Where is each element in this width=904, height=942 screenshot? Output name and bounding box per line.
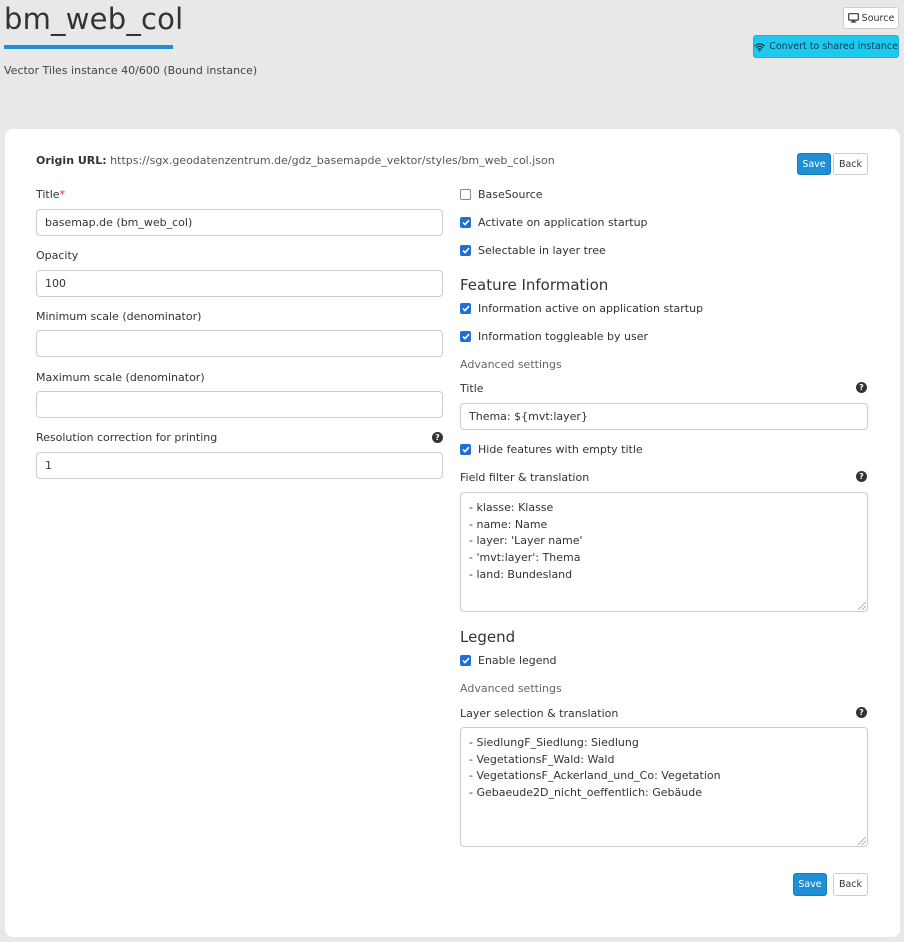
selectable-label: Selectable in layer tree (478, 244, 606, 257)
resolution-input[interactable]: 1 (36, 452, 443, 479)
title-label-text: Title (36, 188, 60, 201)
resolution-help-icon[interactable]: ? (432, 432, 443, 443)
textarea-line: - VegetationsF_Wald: Wald (469, 752, 615, 766)
info-active-checkbox[interactable] (460, 303, 471, 314)
hide-empty-checkbox-row[interactable] (460, 443, 643, 456)
field-filter-textarea[interactable] (460, 492, 868, 612)
info-active-label: Information active on application startup (478, 302, 704, 315)
basesource-label: BaseSource (478, 188, 543, 201)
field-filter-label: Field filter & translation (460, 471, 590, 484)
selectable-checkbox-row[interactable] (460, 244, 606, 257)
textarea-line: - Gebaeude2D_nicht_oeffentlich: Gebäude (469, 786, 702, 800)
check-icon (462, 247, 470, 254)
info-toggle-checkbox-row[interactable] (460, 330, 648, 343)
selectable-checkbox[interactable] (460, 245, 471, 256)
textarea-line: - 'mvt:layer': Thema (469, 551, 581, 565)
monitor-icon (848, 13, 859, 23)
textarea-line: - land: Bundesland (469, 567, 573, 581)
wifi-icon (754, 42, 765, 52)
info-toggle-label: Information toggleable by user (478, 330, 649, 343)
activate-startup-checkbox-row[interactable] (460, 216, 648, 229)
check-icon (462, 219, 470, 226)
page-title: bm_web_col (4, 2, 184, 36)
feature-title-label: Title (460, 382, 484, 395)
enable-legend-checkbox[interactable] (460, 655, 471, 666)
enable-legend-label: Enable legend (478, 654, 557, 667)
origin-url-label: Origin URL: (36, 154, 107, 167)
save-button-top[interactable]: Save (797, 153, 831, 175)
back-button-bottom[interactable]: Back (833, 873, 868, 896)
feature-title-help-icon[interactable]: ? (856, 382, 867, 393)
convert-shared-button[interactable] (753, 35, 899, 58)
origin-url-value: https://sgx.geodatenzentrum.de/gdz_basemapde_vektor/styles/bm_web_col.json (110, 154, 555, 167)
textarea-line: - klasse: Klasse (469, 501, 554, 514)
layer-selection-help-icon[interactable]: ? (856, 707, 867, 718)
max-scale-label: Maximum scale (denominator) (36, 371, 205, 384)
min-scale-label: Minimum scale (denominator) (36, 310, 202, 323)
feature-title-input[interactable]: Thema: ${mvt:layer} (460, 403, 868, 430)
check-icon (462, 446, 470, 453)
field-filter-help-icon[interactable]: ? (856, 471, 867, 482)
title-input[interactable]: basemap.de (bm_web_col) (36, 209, 443, 236)
textarea-line: - SiedlungF_Siedlung: Siedlung (469, 736, 639, 749)
info-active-checkbox-row[interactable] (460, 302, 703, 315)
layer-selection-label: Layer selection & translation (460, 707, 619, 720)
check-icon (462, 333, 470, 340)
textarea-line: - name: Name (469, 517, 548, 531)
activate-startup-checkbox[interactable] (460, 217, 471, 228)
resize-grip-icon[interactable] (858, 602, 866, 610)
textarea-line: - layer: 'Layer name' (469, 534, 583, 548)
max-scale-input[interactable] (36, 391, 443, 418)
title-label (36, 188, 65, 201)
resolution-label: Resolution correction for printing (36, 431, 218, 444)
source-button[interactable] (843, 7, 899, 29)
back-button-top[interactable]: Back (833, 153, 868, 175)
opacity-label: Opacity (36, 249, 79, 262)
convert-shared-label: Convert to shared instance (769, 41, 898, 52)
hide-empty-checkbox[interactable] (460, 444, 471, 455)
textarea-line: - VegetationsF_Ackerland_und_Co: Vegetation (469, 769, 721, 783)
opacity-input[interactable]: 100 (36, 270, 443, 297)
source-button-label: Source (861, 12, 895, 24)
required-marker: * (59, 188, 66, 201)
legend-advanced-settings-label: Advanced settings (460, 682, 562, 695)
basesource-checkbox[interactable] (460, 189, 471, 200)
info-toggle-checkbox[interactable] (460, 331, 471, 342)
page-subtitle: Vector Tiles instance 40/600 (Bound instance) (4, 64, 258, 77)
save-button-bottom[interactable]: Save (793, 873, 827, 896)
origin-url (36, 154, 555, 167)
min-scale-input[interactable] (36, 330, 443, 357)
enable-legend-checkbox-row[interactable] (460, 654, 557, 667)
check-icon (462, 305, 470, 312)
resize-grip-icon[interactable] (858, 837, 866, 845)
legend-heading: Legend (460, 628, 516, 646)
feature-advanced-settings-label: Advanced settings (460, 358, 562, 371)
basesource-checkbox-row[interactable] (460, 188, 543, 201)
activate-startup-label: Activate on application startup (478, 216, 648, 229)
title-underline (4, 45, 173, 49)
layer-selection-textarea[interactable] (460, 727, 868, 847)
check-icon (462, 657, 470, 664)
feature-info-heading: Feature Information (460, 276, 609, 294)
hide-empty-label: Hide features with empty title (478, 443, 643, 456)
